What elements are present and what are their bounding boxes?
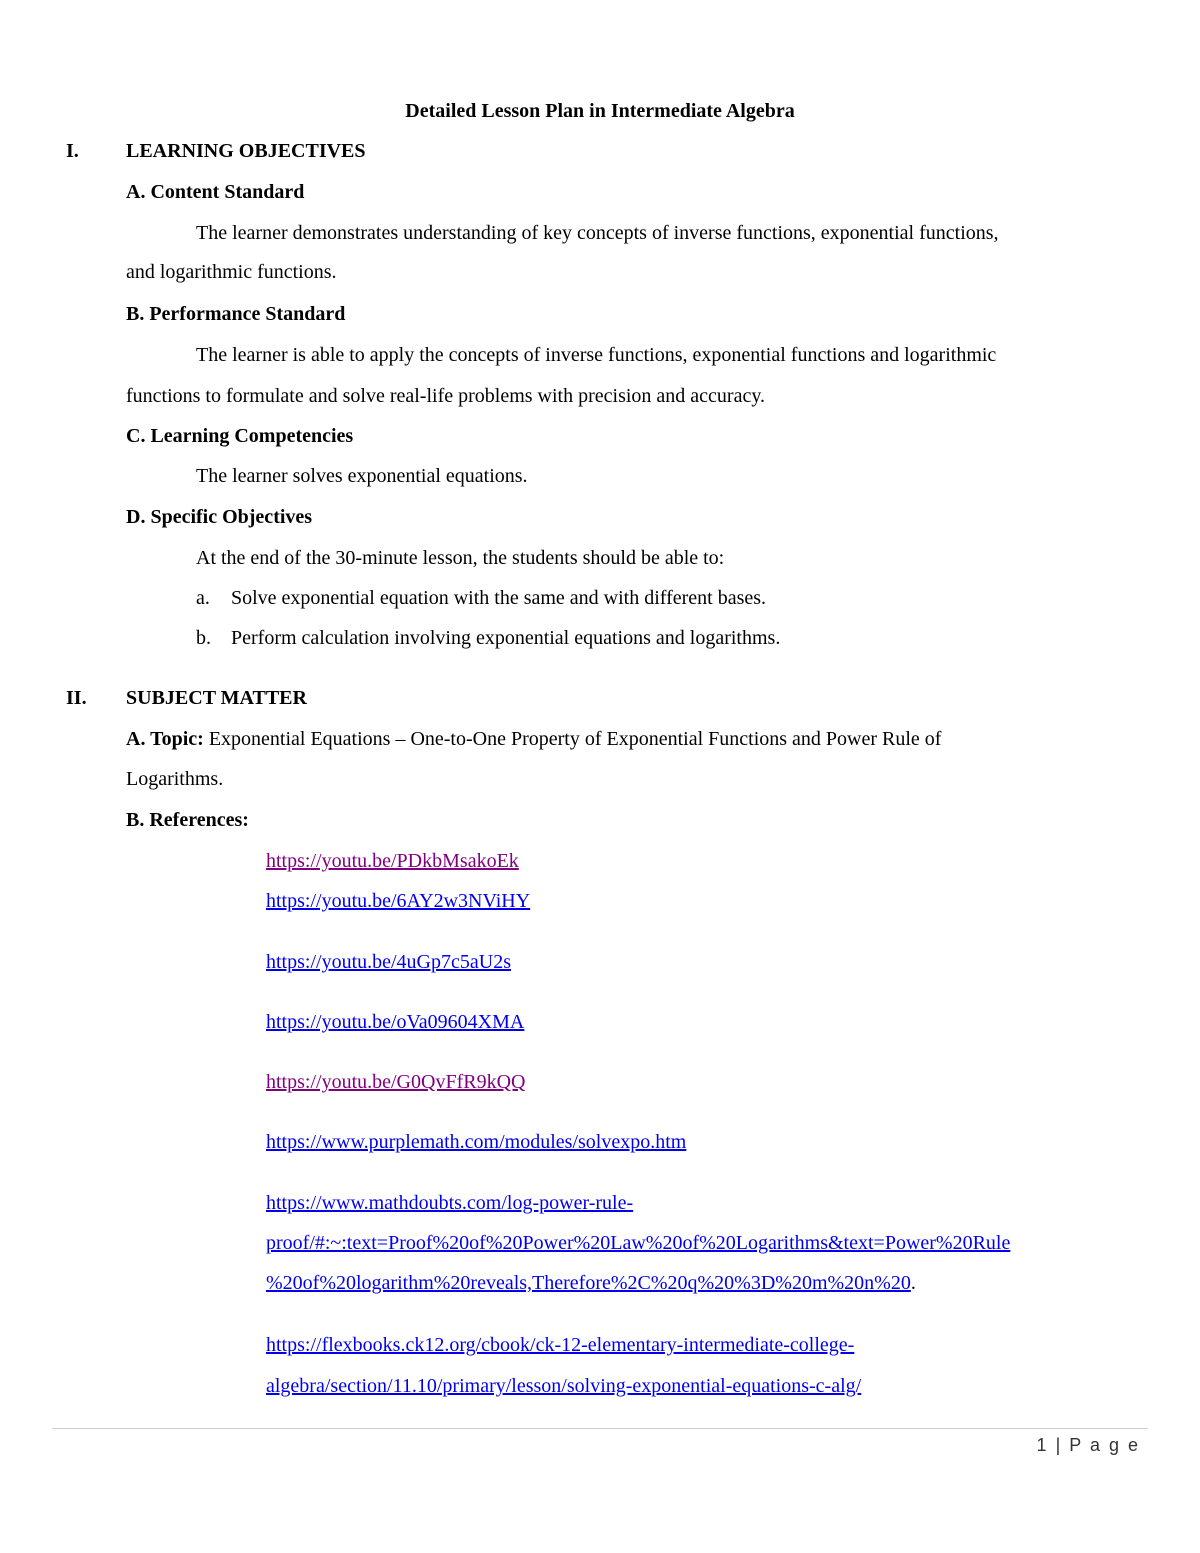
footer-divider xyxy=(52,1428,1148,1429)
specific-objectives-heading: D. Specific Objectives xyxy=(126,506,313,528)
section-1-numeral: I. xyxy=(66,140,79,162)
reference-link-7-line3[interactable]: %20of%20logarithm%20reveals,Therefore%2C%20q%20%3D%20m%20n%20 xyxy=(266,1272,911,1294)
reference-link-2[interactable]: https://youtu.be/6AY2w3NViHY xyxy=(266,890,531,912)
objective-text-b: Perform calculation involving exponential equations and logarithms. xyxy=(231,627,781,649)
topic-label: A. Topic: xyxy=(126,728,204,750)
reference-link-6[interactable]: https://www.purplemath.com/modules/solvexpo.htm xyxy=(266,1131,687,1153)
learning-competencies-heading: C. Learning Competencies xyxy=(126,425,354,447)
performance-standard-heading: B. Performance Standard xyxy=(126,303,346,325)
performance-standard-text-line2: functions to formulate and solve real-life problems with precision and accuracy. xyxy=(126,385,766,407)
page-footer xyxy=(1037,1435,1140,1456)
section-2-heading: SUBJECT MATTER xyxy=(126,687,307,709)
reference-link-7-line2[interactable]: proof/#:~:text=Proof%20of%20Power%20Law%20of%20Logarithms&text=Power%20Rule xyxy=(266,1232,1011,1254)
objective-text-a: Solve exponential equation with the same and with different bases. xyxy=(231,587,767,609)
objective-marker-b: b. xyxy=(196,627,211,649)
performance-standard-text-line1: The learner is able to apply the concepts of inverse functions, exponential functions and logarithmic xyxy=(196,344,997,366)
section-2-numeral: II. xyxy=(66,687,87,709)
reference-link-8-line2[interactable]: algebra/section/11.10/primary/lesson/solving-exponential-equations-c-alg/ xyxy=(266,1375,862,1397)
page-label: P a g e xyxy=(1069,1435,1140,1455)
section-1-heading: LEARNING OBJECTIVES xyxy=(126,140,366,162)
page-separator: | xyxy=(1055,1435,1063,1455)
reference-link-3[interactable]: https://youtu.be/4uGp7c5aU2s xyxy=(266,951,511,973)
content-standard-heading: A. Content Standard xyxy=(126,181,305,203)
content-standard-text-line1: The learner demonstrates understanding of key concepts of inverse functions, exponential functions, xyxy=(196,222,999,244)
topic-line1 xyxy=(126,729,941,749)
content-standard-text-line2: and logarithmic functions. xyxy=(126,261,337,283)
specific-objectives-intro: At the end of the 30-minute lesson, the students should be able to: xyxy=(196,547,725,569)
learning-competencies-text: The learner solves exponential equations. xyxy=(196,465,528,487)
topic-text: Exponential Equations – One-to-One Property of Exponential Functions and Power Rule of xyxy=(203,728,942,750)
reference-link-1[interactable]: https://youtu.be/PDkbMsakoEk xyxy=(266,850,519,872)
reference-link-7-period: . xyxy=(910,1272,916,1294)
objective-marker-a: a. xyxy=(196,587,210,609)
reference-link-7-line1[interactable]: https://www.mathdoubts.com/log-power-rule- xyxy=(266,1192,634,1214)
reference-link-4[interactable]: https://youtu.be/oVa09604XMA xyxy=(266,1011,525,1033)
reference-link-5[interactable]: https://youtu.be/G0QvFfR9kQQ xyxy=(266,1071,526,1093)
references-heading: B. References: xyxy=(126,809,249,831)
page-number: 1 xyxy=(1036,1435,1049,1455)
reference-link-8-line1[interactable]: https://flexbooks.ck12.org/cbook/ck-12-elementary-intermediate-college- xyxy=(266,1334,855,1356)
document-title: Detailed Lesson Plan in Intermediate Algebra xyxy=(405,100,795,122)
topic-line2: Logarithms. xyxy=(126,768,224,790)
reference-link-7-line3-wrap xyxy=(266,1273,916,1293)
